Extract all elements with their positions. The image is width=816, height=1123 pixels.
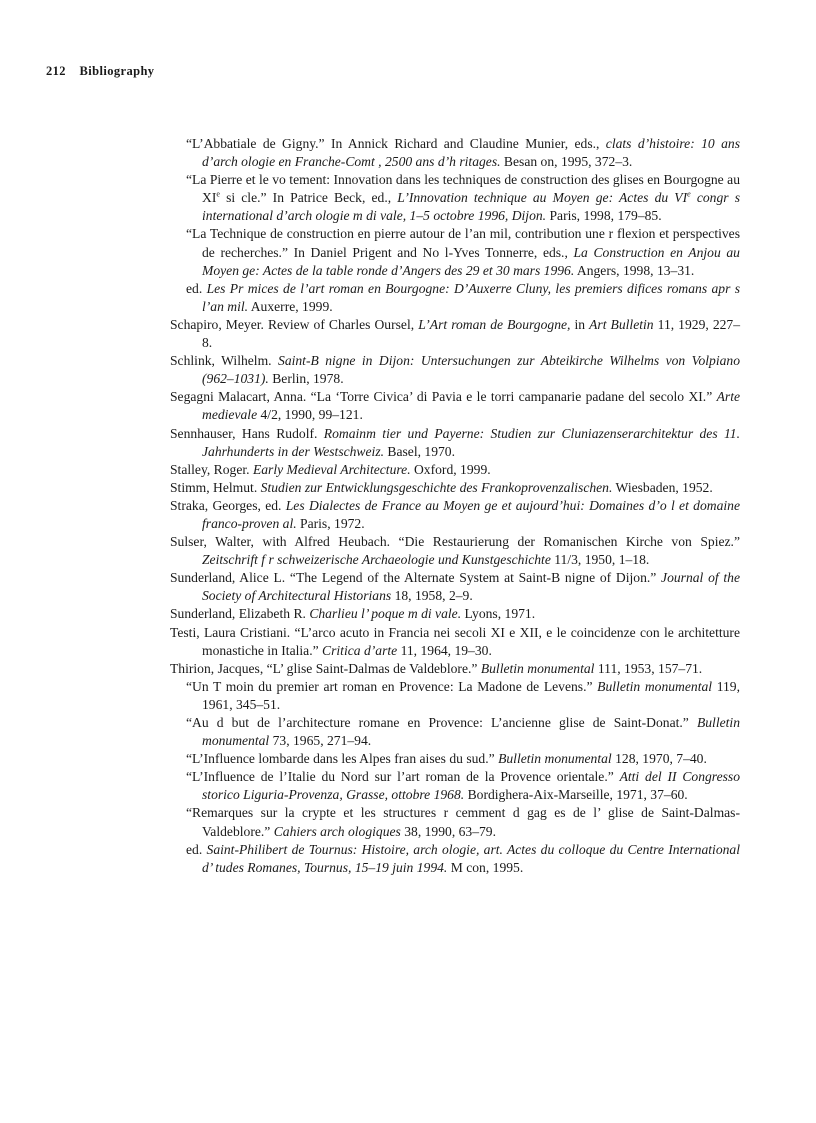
bibliography-entry: “L’Abbatiale de Gigny.” In Annick Richard and Claudine Munier, eds., clats d’histoire: 10 ans d’arch ologie en Franche-Comt , 2500 ans d’h ritages. Besan on, 1995, 372–3.: [186, 136, 740, 170]
bibliography-entry: “La Pierre et le vo tement: Innovation dans les techniques de construction des glises en Bourgogne au XIe si cle.” In Patrice Beck, ed., L’Innovation technique au Moyen ge: Actes du VIe congr s international d’arch ologie m di vale, 1–5 octobre 1996, Dijon. Paris, 1998, 179–85.: [186, 172, 740, 224]
bibliography-entry: “L’Influence de l’Italie du Nord sur l’art roman de la Provence orientale.” Atti del II Congresso storico Liguria-Provenza, Grasse, ottobre 1968. Bordighera-Aix-Marseille, 1971, 37–60.: [186, 769, 740, 803]
bibliography-entry: “Un T moin du premier art roman en Provence: La Madone de Levens.” Bulletin monumental 119, 1961, 345–51.: [186, 678, 740, 712]
bibliography-entry: Thirion, Jacques, “L’ glise Saint-Dalmas de Valdeblore.” Bulletin monumental 111, 1953, 157–71.: [170, 660, 703, 676]
bibliography-list: [170, 135, 740, 877]
bibliography-entry: Sennhauser, Hans Rudolf. Romainm tier und Payerne: Studien zur Cluniazenserarchitektur des 11. Jahrhunderts in der Westschweiz. Basel, 1970.: [170, 425, 741, 459]
bibliography-entry: Straka, Georges, ed. Les Dialectes de France au Moyen ge et aujourd’hui: Domaines d’o l et domaine franco-proven al. Paris, 1972.: [170, 497, 740, 531]
bibliography-entry: “Remarques sur la crypte et les structures r cemment d gag es de l’ glise de Saint-Dalmas-Valdeblore.” Cahiers arch ologiques 38, 1990, 63–79.: [186, 805, 740, 839]
bibliography-entry: Sunderland, Alice L. “The Legend of the Alternate System at Saint-B nigne of Dijon.” Journal of the Society of Architectural Historians 18, 1958, 2–9.: [170, 570, 740, 604]
bibliography-entry: Schapiro, Meyer. Review of Charles Oursel, L’Art roman de Bourgogne, in Art Bulletin 11, 1929, 227–8.: [170, 316, 741, 351]
bibliography-entry: “Au d but de l’architecture romane en Provence: L’ancienne glise de Saint-Donat.” Bulletin monumental 73, 1965, 271–94.: [186, 715, 740, 749]
bibliography-entry: Sulser, Walter, with Alfred Heubach. “Die Restaurierung der Romanischen Kirche von Spiez.” Zeitschrift f r schweizerische Archaeologie und Kunstgeschichte 11/3, 1950, 1–18.: [170, 534, 740, 568]
page-number: 212: [46, 64, 66, 78]
bibliography-entry: ed. Saint-Philibert de Tournus: Histoire, arch ologie, art. Actes du colloque du Centre International d’ tudes Romanes, Tournus, 15–19 juin 1994. M con, 1995.: [186, 841, 740, 875]
running-head: [46, 64, 154, 79]
bibliography-entry: “La Technique de construction en pierre autour de l’an mil, contribution une r flexion et perspectives de recherches.” In Daniel Prigent and No l-Yves Tonnerre, eds., La Construction en Anjou au Moyen ge: Actes de la table ronde d’Angers des 29 et 30 mars 1996. Angers, 1998, 13–31.: [186, 226, 740, 278]
bibliography-entry: Segagni Malacart, Anna. “La ‘Torre Civica’ di Pavia e le torri campanarie padane del secolo XI.” Arte medievale 4/2, 1990, 99–121.: [170, 389, 740, 423]
bibliography-entry: “L’Influence lombarde dans les Alpes fran aises du sud.” Bulletin monumental 128, 1970, 7–40.: [186, 751, 707, 767]
section-title: Bibliography: [79, 64, 155, 78]
bibliography-entry: Sunderland, Elizabeth R. Charlieu l’ poque m di vale. Lyons, 1971.: [170, 606, 536, 622]
bibliography-entry: ed. Les Pr mices de l’art roman en Bourgogne: D’Auxerre Cluny, les premiers difices romans apr s l’an mil. Auxerre, 1999.: [186, 280, 740, 314]
bibliography-entry: Stalley, Roger. Early Medieval Architecture. Oxford, 1999.: [170, 461, 491, 477]
bibliography-entry: Testi, Laura Cristiani. “L’arco acuto in Francia nei secoli XI e XII, e le coincidenze con le architetture monastiche in Italia.” Critica d’arte 11, 1964, 19–30.: [170, 624, 740, 658]
bibliography-entry: Stimm, Helmut. Studien zur Entwicklungsgeschichte des Frankoprovenzalischen. Wiesbaden, 1952.: [170, 479, 713, 495]
bibliography-entry: Schlink, Wilhelm. Saint-B nigne in Dijon: Untersuchungen zur Abteikirche Wilhelms von Volpiano (962–1031). Berlin, 1978.: [170, 353, 740, 387]
